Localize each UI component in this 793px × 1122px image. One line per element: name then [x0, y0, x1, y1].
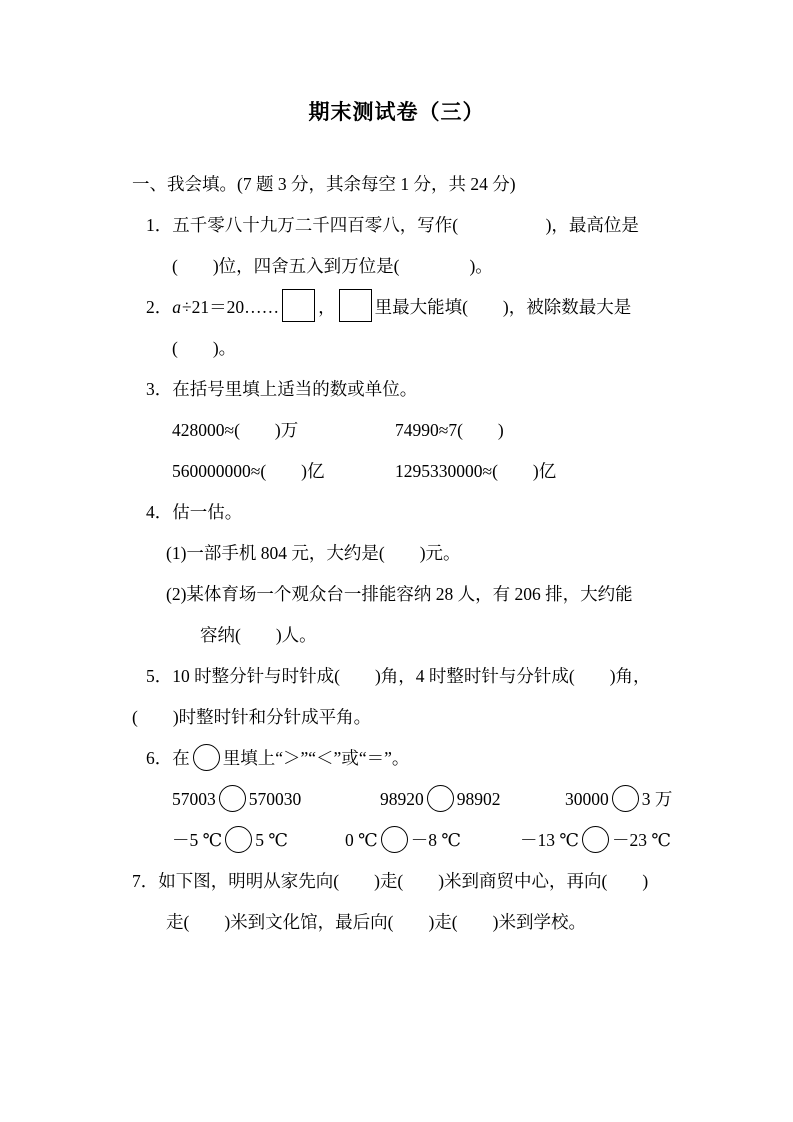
q2-line2: ( )。	[172, 338, 237, 358]
q1-line1: 1．五千零八十九万二千四百零八，写作( )，最高位是	[146, 215, 639, 235]
q6-header	[132, 738, 697, 779]
q7-line2: 走( )米到文化馆，最后向( )走( )米到学校。	[166, 912, 586, 932]
compare-pair	[380, 779, 565, 820]
compare-right: 98902	[456, 789, 501, 809]
compare-pair	[172, 820, 345, 861]
compare-circle	[427, 785, 454, 812]
compare-right: －8 ℃	[410, 830, 461, 850]
compare-left: 0 ℃	[345, 830, 378, 850]
q6-row1	[132, 779, 697, 820]
compare-pair	[172, 779, 380, 820]
answer-box-2	[339, 289, 372, 322]
compare-pair	[345, 820, 520, 861]
compare-circle	[225, 826, 252, 853]
compare-left: 98920	[380, 789, 424, 809]
compare-circle	[381, 826, 408, 853]
q4-sub2: (2)某体育场一个观众台一排能容纳 28 人，有 206 排，大约能	[166, 584, 633, 604]
q5-line2: ( )时整时针和分针成平角。	[132, 707, 372, 727]
q2-expression: ÷21＝20……	[182, 297, 280, 317]
q2-after: 里最大能填( )，被除数最大是	[374, 297, 632, 317]
q2-variable: a	[172, 297, 181, 317]
page-title: 期末测试卷（三）	[308, 100, 485, 124]
q3-row1	[132, 410, 697, 451]
compare-left: －13 ℃	[520, 830, 579, 850]
compare-pair	[565, 779, 672, 820]
compare-right: 570030	[248, 789, 302, 809]
compare-pair	[520, 820, 671, 861]
q3-line1: 3．在括号里填上适当的数或单位。	[146, 379, 418, 399]
paper-content	[132, 164, 697, 943]
q3-row1-left: 428000≈( )万	[172, 420, 299, 440]
q2-line1	[132, 287, 697, 328]
q5-line1: 5．10 时整分针与时针成( )角，4 时整时针与分针成( )角，	[146, 666, 651, 686]
compare-circle	[219, 785, 246, 812]
q7-line1: 7．如下图，明明从家先向( )走( )米到商贸中心，再向( )	[132, 871, 649, 891]
q6-header-pre: 6．在	[146, 748, 190, 768]
q2-number: 2．	[146, 297, 173, 317]
compare-left: －5 ℃	[172, 830, 223, 850]
answer-box-1	[282, 289, 315, 322]
q1-line2: ( )位，四舍五入到万位是( )。	[172, 256, 493, 276]
compare-circle	[582, 826, 609, 853]
compare-left: 57003	[172, 789, 216, 809]
q4-sub2-cont: 容纳( )人。	[200, 625, 317, 645]
compare-circle	[612, 785, 639, 812]
compare-right: －23 ℃	[611, 830, 671, 850]
compare-right: 3 万	[641, 789, 673, 809]
q2-comma: ，	[318, 297, 336, 317]
q4-line1: 4．估一估。	[146, 502, 243, 522]
example-circle	[193, 744, 220, 771]
section1-header: 一、我会填。(7 题 3 分，其余每空 1 分，共 24 分)	[132, 174, 516, 194]
q3-row2	[132, 451, 697, 492]
q3-row1-right: 74990≈7( )	[395, 420, 504, 440]
q6-row2	[132, 820, 697, 861]
compare-right: 5 ℃	[255, 830, 288, 850]
q3-row2-left: 560000000≈( )亿	[172, 461, 325, 481]
compare-left: 30000	[565, 789, 609, 809]
q3-row2-right: 1295330000≈( )亿	[395, 461, 557, 481]
q6-header-post: 里填上“＞”“＜”或“＝”。	[222, 748, 410, 768]
q4-sub1: (1)一部手机 804 元，大约是( )元。	[166, 543, 461, 563]
